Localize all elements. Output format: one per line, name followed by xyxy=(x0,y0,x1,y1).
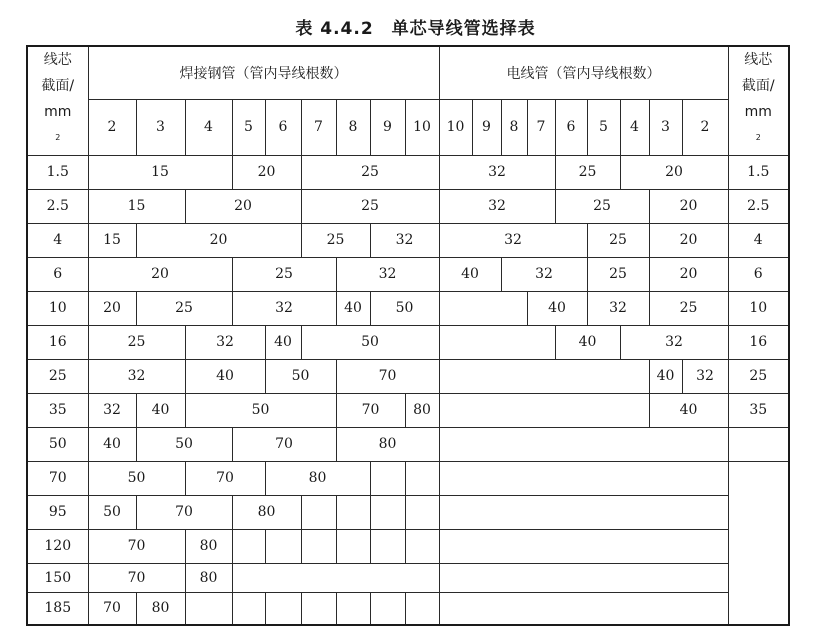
conduit-size-cell: 40 xyxy=(555,325,620,359)
area-cell-empty xyxy=(728,461,789,625)
welded-size-cell: 25 xyxy=(136,291,232,325)
conduit-size-cell: 32 xyxy=(439,189,555,223)
conduit-size-cell: 40 xyxy=(649,393,728,427)
table-row xyxy=(27,529,789,563)
table-row xyxy=(27,291,789,325)
welded-size-cell: 40 xyxy=(336,291,370,325)
area-cell: 1.5 xyxy=(728,155,789,189)
welded-size-cell: 80 xyxy=(185,529,232,563)
welded-size-cell xyxy=(232,592,265,625)
table-caption: 单芯导线管选择表 xyxy=(391,19,536,39)
welded-size-cell: 70 xyxy=(336,393,405,427)
area-cell: 6 xyxy=(728,257,789,291)
conduit-size-cell: 32 xyxy=(439,155,555,189)
table-row xyxy=(27,592,789,625)
count-header-row xyxy=(27,100,789,155)
welded-size-cell: 20 xyxy=(232,155,301,189)
welded-size-cell xyxy=(405,592,439,625)
welded-size-cell xyxy=(301,529,336,563)
table-title xyxy=(0,14,831,39)
welded-count-cell: 10 xyxy=(405,100,439,155)
area-cell: 2.5 xyxy=(27,189,88,223)
welded-size-cell xyxy=(232,529,265,563)
area-cell: 150 xyxy=(27,563,88,592)
conduit-size-cell xyxy=(439,495,728,529)
area-cell: 25 xyxy=(27,359,88,393)
table-row xyxy=(27,563,789,592)
welded-size-cell: 70 xyxy=(136,495,232,529)
welded-size-cell xyxy=(265,529,301,563)
welded-size-cell: 32 xyxy=(232,291,336,325)
conduit-size-cell xyxy=(439,592,728,625)
welded-size-cell: 70 xyxy=(336,359,439,393)
conduit-size-cell: 25 xyxy=(587,223,649,257)
welded-size-cell: 20 xyxy=(185,189,301,223)
right-area-header: 线芯 截面/ mm $^2$ xyxy=(728,46,789,155)
conduit-size-cell: 20 xyxy=(649,257,728,291)
welded-size-cell: 32 xyxy=(88,393,136,427)
welded-size-cell: 40 xyxy=(136,393,185,427)
conduit-size-cell: 20 xyxy=(649,189,728,223)
area-cell: 1.5 xyxy=(27,155,88,189)
conduit-size-cell: 20 xyxy=(649,223,728,257)
conduit-count-cell: 2 xyxy=(682,100,728,155)
conduit-count-cell: 9 xyxy=(472,100,501,155)
welded-size-cell: 50 xyxy=(265,359,336,393)
area-cell: 35 xyxy=(728,393,789,427)
welded-size-cell: 20 xyxy=(136,223,301,257)
welded-size-cell xyxy=(336,592,370,625)
area-cell: 50 xyxy=(27,427,88,461)
area-cell: 16 xyxy=(728,325,789,359)
welded-count-cell: 5 xyxy=(232,100,265,155)
welded-size-cell xyxy=(370,529,405,563)
conduit-size-cell xyxy=(439,461,728,495)
area-cell: 95 xyxy=(27,495,88,529)
area-cell: 16 xyxy=(27,325,88,359)
conduit-count-cell: 6 xyxy=(555,100,587,155)
table-number: 表 4.4.2 xyxy=(295,19,374,39)
welded-size-cell: 80 xyxy=(232,495,301,529)
welded-size-cell: 20 xyxy=(88,291,136,325)
conduit-size-cell: 32 xyxy=(439,223,587,257)
welded-count-cell: 7 xyxy=(301,100,336,155)
conduit-size-cell: 25 xyxy=(649,291,728,325)
welded-size-cell: 70 xyxy=(88,529,185,563)
area-cell xyxy=(728,427,789,461)
welded-size-cell xyxy=(370,461,405,495)
welded-steel-header: 焊接钢管（管内导线根数） xyxy=(88,46,439,100)
conduit-size-cell: 32 xyxy=(587,291,649,325)
conduit-size-cell xyxy=(439,291,527,325)
welded-size-cell xyxy=(405,461,439,495)
welded-size-cell: 32 xyxy=(185,325,265,359)
conduit-header: 电线管（管内导线根数） xyxy=(439,46,728,100)
welded-size-cell: 80 xyxy=(336,427,439,461)
welded-size-cell xyxy=(405,495,439,529)
welded-size-cell: 25 xyxy=(88,325,185,359)
area-cell: 185 xyxy=(27,592,88,625)
area-cell: 70 xyxy=(27,461,88,495)
table-row xyxy=(27,257,789,291)
welded-size-cell: 40 xyxy=(265,325,301,359)
conduit-size-cell xyxy=(439,427,728,461)
conduit-size-cell xyxy=(439,529,728,563)
conduit-count-cell: 8 xyxy=(501,100,527,155)
welded-size-cell: 15 xyxy=(88,155,232,189)
conduit-size-cell xyxy=(439,393,649,427)
table-row xyxy=(27,495,789,529)
welded-count-cell: 3 xyxy=(136,100,185,155)
conduit-size-cell: 32 xyxy=(620,325,728,359)
area-cell: 4 xyxy=(27,223,88,257)
table-row xyxy=(27,359,789,393)
welded-size-cell: 70 xyxy=(185,461,265,495)
area-cell: 10 xyxy=(728,291,789,325)
area-cell: 120 xyxy=(27,529,88,563)
welded-size-cell: 50 xyxy=(88,461,185,495)
welded-count-cell: 4 xyxy=(185,100,232,155)
welded-size-cell xyxy=(370,592,405,625)
table-row xyxy=(27,461,789,495)
header-row xyxy=(27,46,789,100)
conduit-size-cell xyxy=(439,563,728,592)
welded-size-cell: 25 xyxy=(232,257,336,291)
conduit-size-cell: 25 xyxy=(555,155,620,189)
left-area-header: 线芯 截面/ mm $^2$ xyxy=(27,46,88,155)
conduit-size-cell: 40 xyxy=(439,257,501,291)
welded-size-cell: 25 xyxy=(301,223,370,257)
welded-size-cell: 50 xyxy=(301,325,439,359)
conduit-size-cell: 20 xyxy=(620,155,728,189)
welded-size-cell: 70 xyxy=(232,427,336,461)
welded-size-cell: 70 xyxy=(88,592,136,625)
table-row xyxy=(27,155,789,189)
conduit-size-cell: 40 xyxy=(649,359,682,393)
welded-size-cell xyxy=(405,529,439,563)
welded-count-cell: 6 xyxy=(265,100,301,155)
conduit-count-cell: 10 xyxy=(439,100,472,155)
table-row xyxy=(27,393,789,427)
welded-size-cell: 25 xyxy=(301,189,439,223)
table-row xyxy=(27,325,789,359)
welded-size-cell: 50 xyxy=(185,393,336,427)
welded-size-cell: 32 xyxy=(88,359,185,393)
conduit-count-cell: 5 xyxy=(587,100,620,155)
welded-size-cell xyxy=(301,592,336,625)
welded-size-cell: 32 xyxy=(370,223,439,257)
welded-size-cell: 15 xyxy=(88,189,185,223)
welded-count-cell: 9 xyxy=(370,100,405,155)
welded-size-cell xyxy=(265,592,301,625)
welded-size-cell: 80 xyxy=(185,563,232,592)
welded-size-cell: 80 xyxy=(405,393,439,427)
welded-size-cell: 32 xyxy=(336,257,439,291)
conduit-selection-table xyxy=(26,45,790,626)
conduit-size-cell: 25 xyxy=(555,189,649,223)
conduit-count-cell: 3 xyxy=(649,100,682,155)
conduit-size-cell xyxy=(439,359,649,393)
welded-size-cell: 80 xyxy=(265,461,370,495)
area-cell: 10 xyxy=(27,291,88,325)
welded-size-cell: 25 xyxy=(301,155,439,189)
conduit-size-cell: 32 xyxy=(682,359,728,393)
welded-size-cell: 80 xyxy=(136,592,185,625)
conduit-size-cell: 25 xyxy=(587,257,649,291)
welded-size-cell: 40 xyxy=(88,427,136,461)
table-row xyxy=(27,189,789,223)
welded-size-cell xyxy=(336,529,370,563)
welded-size-cell xyxy=(301,495,336,529)
table-row xyxy=(27,223,789,257)
welded-size-cell: 70 xyxy=(88,563,185,592)
welded-size-cell: 50 xyxy=(136,427,232,461)
welded-size-cell xyxy=(232,563,439,592)
area-cell: 25 xyxy=(728,359,789,393)
welded-count-cell: 2 xyxy=(88,100,136,155)
welded-size-cell: 40 xyxy=(185,359,265,393)
conduit-size-cell: 32 xyxy=(501,257,587,291)
area-cell: 35 xyxy=(27,393,88,427)
welded-size-cell: 15 xyxy=(88,223,136,257)
conduit-count-cell: 4 xyxy=(620,100,649,155)
conduit-size-cell xyxy=(439,325,555,359)
welded-count-cell: 8 xyxy=(336,100,370,155)
welded-size-cell: 20 xyxy=(88,257,232,291)
conduit-count-cell: 7 xyxy=(527,100,555,155)
welded-size-cell: 50 xyxy=(370,291,439,325)
conduit-size-cell: 40 xyxy=(527,291,587,325)
welded-size-cell xyxy=(336,495,370,529)
welded-size-cell xyxy=(370,495,405,529)
area-cell: 2.5 xyxy=(728,189,789,223)
table-row xyxy=(27,427,789,461)
area-cell: 4 xyxy=(728,223,789,257)
area-cell: 6 xyxy=(27,257,88,291)
welded-size-cell xyxy=(185,592,232,625)
welded-size-cell: 50 xyxy=(88,495,136,529)
